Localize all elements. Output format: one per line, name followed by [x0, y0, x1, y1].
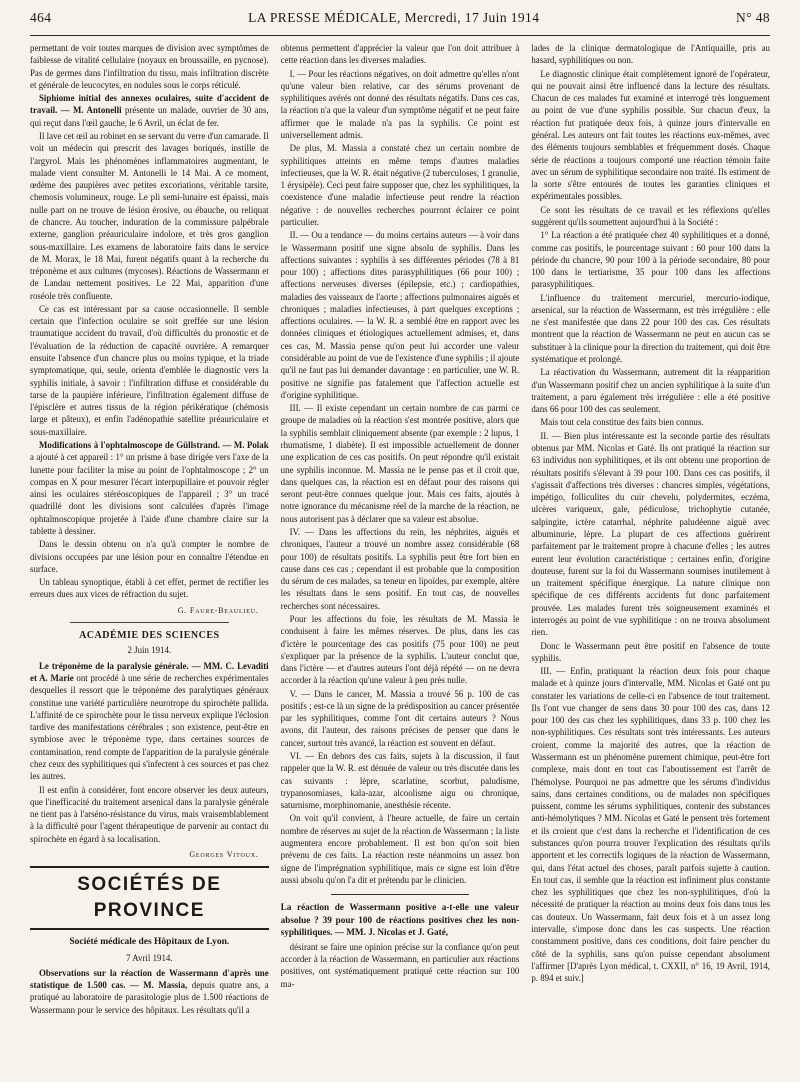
article-text: a ajouté à cet appareil : 1° un prisme à base dirigée vers l'axe de la lunette pour faciliter la mise au point de l'ophtalmoscope ; 2° un compas en X pour mesurer l'écart interpupillaire et pouvoir régler ainsi les oculaires stéréoscopiques de l'appareil ; 3° un tracé quadrillé dont les divisions sont calculées d'après l'image ophtalmoscopique projetée à l'aide d'une chambre claire sur la tablette à dessiner.	[30, 452, 269, 536]
signature: Georges Vitoux.	[189, 849, 259, 859]
paragraph: La réactivation du Wassermann, autrement dit la réapparition d'un Wassermann positif chez un ancien syphilitique à la suite d'un traitement, a paru également très irrégulière : elle a été positive dans 66 pour 100 des cas seulement.	[531, 367, 770, 415]
paragraph: Dans le dessin obtenu on n'a qu'à compter le nombre de divisions occupées par une lésion pour en connaître l'étendue en surface.	[30, 539, 269, 574]
society-name: Société médicale des Hôpitaux de Lyon.	[69, 937, 230, 948]
paragraph: Il lave cet œil au robinet en se servant du verre d'un camarade. Il voit un médecin qui prescrit des lavages boriqués, instille de l'argyrol. Mais les phénomènes inflammatoires augmentant, le malade vient consulter M. Antonelli le 14 Mai. A ce moment, œdème des paupières avec petites excoriations, véritable tarsite, chemosis volumineux, rouge. Le pli semi-lunaire est épaissi, mais nulle part on ne trouve de lésion érosive, ou ébauche, ou reliquat de chancre. Au toucher, induration de la commissure palpébrale externe, ganglion préauriculaire indolore, et très gros ganglion sous-maxillaire. Les examens de laboratoire faits dans le service de M. Morax, le 18 Mai, furent négatifs quant à la recherche du tréponème et aux cultures (mycoses). Réactions de Wassermann et de Landau nettement positives. Le 22 Mai, apparition d'une roséole très confluente.	[30, 130, 269, 301]
paragraph: De plus, M. Massia a constaté chez un certain nombre de syphilitiques atteints en même temps d'autres maladies infectieuses, que la W. R. était négative (2 tuberculoses, 1 granulie, 1 érysipèle). Ceci peut faire supposer que, chez les syphilitiques, la coexistence d'une maladie infectieuse peut rendre la réaction négative : de nouvelles recherches pourront éclairer ce point particulier.	[280, 143, 520, 227]
running-head	[30, 10, 770, 36]
paragraph: permettant de voir toutes marques de division avec symptômes de faiblesse de vitalité cellulaire (noyaux en broussaille, en pycnose). Pas de germes dans l'infiltration du tissu, mais infiltration discrète et générale de leucocytes, en nodules sous le corps réticulé.	[30, 43, 269, 90]
paragraph: Un tableau synoptique, établi à cet effet, permet de rectifier les erreurs dues aux vices de réfraction du sujet.	[30, 577, 269, 600]
section-title: SOCIÉTÉS DE PROVINCE	[30, 866, 269, 930]
article-title: La réaction de Wassermann positive a-t-elle une valeur absolue ? 39 pour 100 de réactions positives chez les non-syphilitiques. — MM. J. Nicolas et J. Gaté,	[280, 902, 520, 938]
section-heading: ACADÉMIE DES SCIENCES	[79, 629, 220, 641]
article-heading: Observations sur la réaction de Wassermann d'après une statistique de 1.500 cas. — M. Massia,	[30, 967, 269, 991]
paragraph: obtenus permettent d'apprécier la valeur que l'on doit attribuer à cette réaction dans les diverses maladies.	[280, 43, 520, 66]
paragraph	[30, 660, 269, 783]
paragraph: On voit qu'il convient, à l'heure actuelle, de faire un certain nombre de réserves au sujet de la réaction de Wassermann ; la liste augmentera encore probablement. Il est bon qu'on soit bien prévenu de ces faits. La réaction reste néanmoins un assez bon signe de l'imprégnation syphilitique, mais ce signe est loin d'être aussi absolu qu'on l'a dit et prétendu par le clinicien.	[280, 813, 520, 885]
paragraph: Le diagnostic clinique était complètement ignoré de l'opérateur, qui ne pouvait ainsi être influencé dans la lecture des résultats. Chacun de ces malades fut examiné et interrogé très longuement au point de vue d'une syphilis possible. Sur chacun d'eux, la réaction fut pratiquée deux fois, à quinze jours d'intervalle en général. Les auteurs ont fait toutes les réactions eux-mêmes, avec des éléments toujours semblables et fréquemment dosés. Chaque série de réactions a toujours comporté une réaction témoin faite avec un sérum de syphilitique secondaire non traité. Ils estiment de la sorte s'être entourés de toutes les garanties cliniques et expérimentales possibles.	[531, 68, 770, 202]
article-heading: Siphiome initial des annexes oculaires, suite d'accident de travail. — M. Antonelli	[30, 93, 269, 116]
paragraph: Il est enfin à considérer, font encore observer les deux auteurs, que l'inefficacité du traitement arsenical dans la paralysie générale ne tient pas à l'arséno-résistance du virus, mais vraisemblablement à la difficulté pour l'agent thérapeutique de parvenir au contact du spirochète en égard à sa localisation.	[30, 784, 269, 844]
paragraph: désirant se faire une opinion précise sur la confiance qu'on peut accorder à la réaction de Wassermann, en particulier aux réactions positives, ont systématiquement pratiqué cette réaction sur 100 ma-	[280, 941, 520, 989]
column-1	[30, 42, 269, 1072]
paragraph: III. — Il existe cependant un certain nombre de cas parmi ce groupe de maladies où la réaction s'est montrée positive, alors que la syphilis semblait cliniquement absente (par exemple : 2 lupus, 1 rhumatisme, 1 diabète). Il est impossible actuellement de donner une explication de ces cas positifs. On peut répondre qu'il existait une syphilis inconnue. M. Massia ne le pense pas et il croit que, dans quelques cas, la réaction est en défaut pour des raisons qui seront peut-être connues quelque jour. Mais ces faits, ajoutés à notre ignorance du mécanisme réel de la marche de la réaction, ne nous autorisent pas à déclarer que sa valeur est absolue.	[280, 403, 520, 524]
paragraph	[30, 439, 269, 537]
paragraph: I. — Pour les réactions négatives, on doit admettre qu'elles n'ont qu'une valeur bien relative, car des sérums provenant de syphilitiques avérés ont donné des résultats négatifs. Dans ces cas, la réaction n'a que la valeur d'un symptôme négatif et ne peut faire affirmer que le malade n'a pas la syphilis. Ce point est universellement admis.	[280, 68, 520, 140]
paragraph: Ce sont les résultats de ce travail et les réflexions qu'elles suggèrent qu'ils soumettent aujourd'hui à la Société :	[531, 204, 770, 227]
session-date: 7 Avril 1914.	[126, 952, 173, 963]
column-3	[531, 42, 770, 1072]
paragraph: IV. — Dans les affections du rein, les néphrites, aiguës et chroniques, l'auteur a trouvé un nombre assez considérable (68 pour 100) de résultats positifs. La syphilis peut être fort bien en cause dans ces cas ; cependant il est probable que la composition du sérum de ces malades, sa teneur en lipoïdes, par exemple, altère les résultats dans le sens positif. En tout cas, de nouvelles recherches sont nécessaires.	[280, 526, 520, 611]
paragraph: III. — Enfin, pratiquant la réaction deux fois pour chaque malade et à quinze jours d'intervalle, MM. Nicolas et Gaté ont pu constater les variations de celle-ci en l'absence de tout traitement. Ils l'ont vue changer de sens dans 30 pour 100 des cas, dans 12 pour 100 des cas chez les syphilitiques, dans 33 p. 100 chez les non-syphilitiques. Ces résultats sont très intéressants. Les auteurs croient, comme la majorité des autres, que la réaction de Wassermann est un phénomène purement chimique, peut-être fort complexe, mais dont en tout cas l'aboutissement est l'arrêt de l'hémolyse. Pourquoi ne pas admettre que les sérums d'individus sains, dans certaines conditions, ou de malades non spécifiques puissent, comme les sérums syphilitiques, contenir des substances anti-hémolytiques ? MM. Nicolas et Gaté le pensent très fortement et ils croient que c'est dans la recherche et l'identification de ces substances qu'on pourra trouver l'explication des résultats qu'ils apportent et les correctifs logiques de la réaction de Wassermann, qui, dans l'état actuel des choses, paraît parfois sujette à caution. En tout cas, il semble que la réaction est infiniment plus constante chez les syphilitiques que chez les non-syphilitiques, d'où la nécessité de pratiquer la réaction au moins deux fois dans tous les cas douteux. Un Wassermann, fait deux fois et à un assez long intervalle, s'impose donc dans les cas suspects. Une réaction constamment positive, dans ces conditions, doit faire pencher du côté de la syphilis, sans qu'on puisse cependant absolument l'affirmer [D'après Lyon médical, t. CXXII, n° 16, 19 Avril, 1914, p. 894 et suiv.]	[531, 666, 770, 984]
paragraph	[30, 92, 269, 129]
column-2	[281, 42, 520, 1072]
paragraph: II. — Bien plus intéressante est la seconde partie des résultats obtenus par MM. Nicolas et Gaté. Ils ont pratiqué la réaction sur 63 individus non syphilitiques, et ils ont obtenu une proportion de résultats positifs s'élevant à 39 pour 100. Dans ces cas positifs, il s'agissait d'affections très diverses : chancres simples, végétations, impétigo, folliculites du cuir chevelu, polydermites, eczéma, ulcères variqueux, gale, pédiculose, trichophytie cutanée, salpingite, ictère catarrhal, néphrite paludéenne aiguë avec albuminurie, lèpre. La plupart de ces affections guérirent parfaitement par le traitement propre à chacune d'elles ; les autres eurent leur évolution caractéristique ; certaines enfin, d'origine douteuse, furent sur la foi du Wassermann soumises inutilement à un traitement spécifique énergique. La nature clinique non spécifique de ces différents accidents fut donc parfaitement prouvée. Les malades furent très soigneusement examinés et interrogés au point de vue syphilitique : on ne trouva absolument rien.	[531, 430, 770, 638]
page-number: 464	[30, 10, 52, 25]
paragraph: 1° La réaction a été pratiquée chez 40 syphilitiques et a donné, comme cas positifs, le pourcentage suivant : 60 pour 100 dans la période du chancre, 90 pour 100 à la période secondaire, 80 pour 100 dans le tertiarisme, 35 pour 100 dans les affections parasyphilitiques.	[531, 230, 770, 290]
divider	[70, 622, 229, 623]
paragraph: Ce cas est intéressant par sa cause occasionnelle. Il semble certain que l'infection oculaire se soit greffée sur une lésion traumatique accident du travail, d'où difficultés du pronostic et de l'évaluation de la réduction de capacité ouvrière. A remarquer ensuite l'absence d'un chancre plus ou moins typique, et la triade symptomatique, qui, seule, orienta d'emblée le diagnostic vers la syphilis initiale, à savoir : l'infiltration diffuse et considérable du tarse de la paupière inférieure, l'infiltration également diffuse de l'épisclère et autres tissus de la région périkératique (chémosis large et pâteux), et enfin l'adénopathie satellite préauriculaire et sous-maxillaire.	[30, 303, 269, 437]
issue-number: N° 48	[735, 10, 770, 25]
signature: G. Faure-Beaulieu.	[177, 605, 259, 615]
paragraph: Donc le Wassermann peut être positif en l'absence de toute syphilis.	[531, 640, 770, 663]
paragraph: V. — Dans le cancer, M. Massia a trouvé 56 p. 100 de cas positifs ; est-ce là un signe de la prédisposition au cancer présentée par les syphilitiques, comme l'ont dit certains auteurs ? Nous avons, dit l'auteur, des raisons précises de penser que dans le cancer, surtout très avancé, la réaction est souvent en défaut.	[280, 688, 520, 748]
paragraph: Mais tout cela constitue des faits bien connus.	[540, 417, 704, 428]
divider	[331, 894, 470, 895]
paragraph	[30, 967, 269, 1016]
article-text: depuis quatre ans, a pratiqué au laboratoire de parasitologie plus de 1.500 réactions de Wassermann pour le service des hôpitaux. Les résultats qu'il a	[30, 980, 269, 1015]
columns	[30, 42, 770, 1072]
article-heading: Modifications à l'ophtalmoscope de Güllstrand. — M. Polak	[39, 440, 269, 450]
journal-title: LA PRESSE MÉDICALE, Mercredi, 17 Juin 1914	[248, 10, 540, 25]
article-text: ont procédé à une série de recherches expérimentales desquelles il ressort que le tréponème des paralytiques généraux constitue une variété particulière neurotrope du spirochète pallida. L'affinité de ce spirochète pour le tissu nerveux explique l'éclosion tardive des manifestations cérébrales ; son existence, peut-être en symbiose avec le tréponème type, dans certaines sources de contamination, rend compte de l'apparition de la paralysie générale chez ceux des syphilitiques qui s'infectent à ces sources et pas chez les autres.	[30, 673, 269, 782]
paragraph: Pour les affections du foie, les résultats de M. Massia le conduisent à faire les mêmes réserves. De plus, dans les cas d'ictère le pourcentage des cas positifs (75 pour 100) ne peut s'expliquer par la présence de la syphilis. L'auteur conclut que, dans l'ictère — et d'autres auteurs l'ont déjà répété — on ne devra accorder à la réaction qu'une valeur à peu près nulle.	[280, 613, 520, 686]
article-text: présente un malade, ouvrier de 30 ans, qui reçut dans l'œil gauche, le 6 Avril, un éclat de fer.	[30, 105, 269, 128]
article-heading: Le tréponème de la paralysie générale. — MM. C. Levaditi et A. Marie	[30, 660, 269, 684]
session-date: 2 Juin 1914.	[127, 645, 172, 656]
paragraph: lades de la clinique dermatologique de l'Antiquaille, pris au hasard, syphilitiques ou non.	[531, 43, 770, 66]
paragraph: II. — Ou a tendance — du moins certains auteurs — à voir dans le Wassermann positif une signe absolu de syphilis. Dans les affections suivantes : syphilis à ses différentes périodes (78 à 81 pour 100) ; affections dites parasyphilitiques (66 pour 100) ; affections nerveuses diverses (épilepsie, etc.) ; cardiopathies, maladies des vaisseaux de l'aorte ; affections pulmonaires aiguës et chroniques ; maladies infectieuses, à part quelques exceptions ; affections oculaires. — la W. R. a semblé être en rapport avec les données cliniques et étiologiques actuellement admises, et, dans ces cas, M. Massia pense qu'on peut lui accorder une valeur considérable au point de vue de l'existence d'une syphilis ; il ajoute qu'il ne faut pas lui demander davantage : en particulier, une W. R. positive ne signifie pas fatalement que l'affection actuelle est d'origine syphilitique.	[280, 230, 520, 400]
paragraph: VI. — En dehors des cas faits, sujets à la discussion, il faut rappeler que la W. R. est dénuée de valeur ou très discutée dans les cas suivants : lèpre, scarlatine, scorbut, paludisme, trypanosomiases, kala-azar, alcoolisme aigu ou chronique, saturnisme, morphinomanie, anesthésie récente.	[280, 751, 520, 811]
paragraph: L'influence du traitement mercuriel, mercurio-iodique, arsenical, sur la réaction de Wassermann, est très irrégulière : elle ne s'est manifestée que dans 22 pour 100 des cas. Ces résultats montrent que la réaction de Wassermann ne peut en aucun cas se substituer à la clinique pour la direction du traitement, qui doit être systématique et prolongé.	[531, 292, 770, 365]
